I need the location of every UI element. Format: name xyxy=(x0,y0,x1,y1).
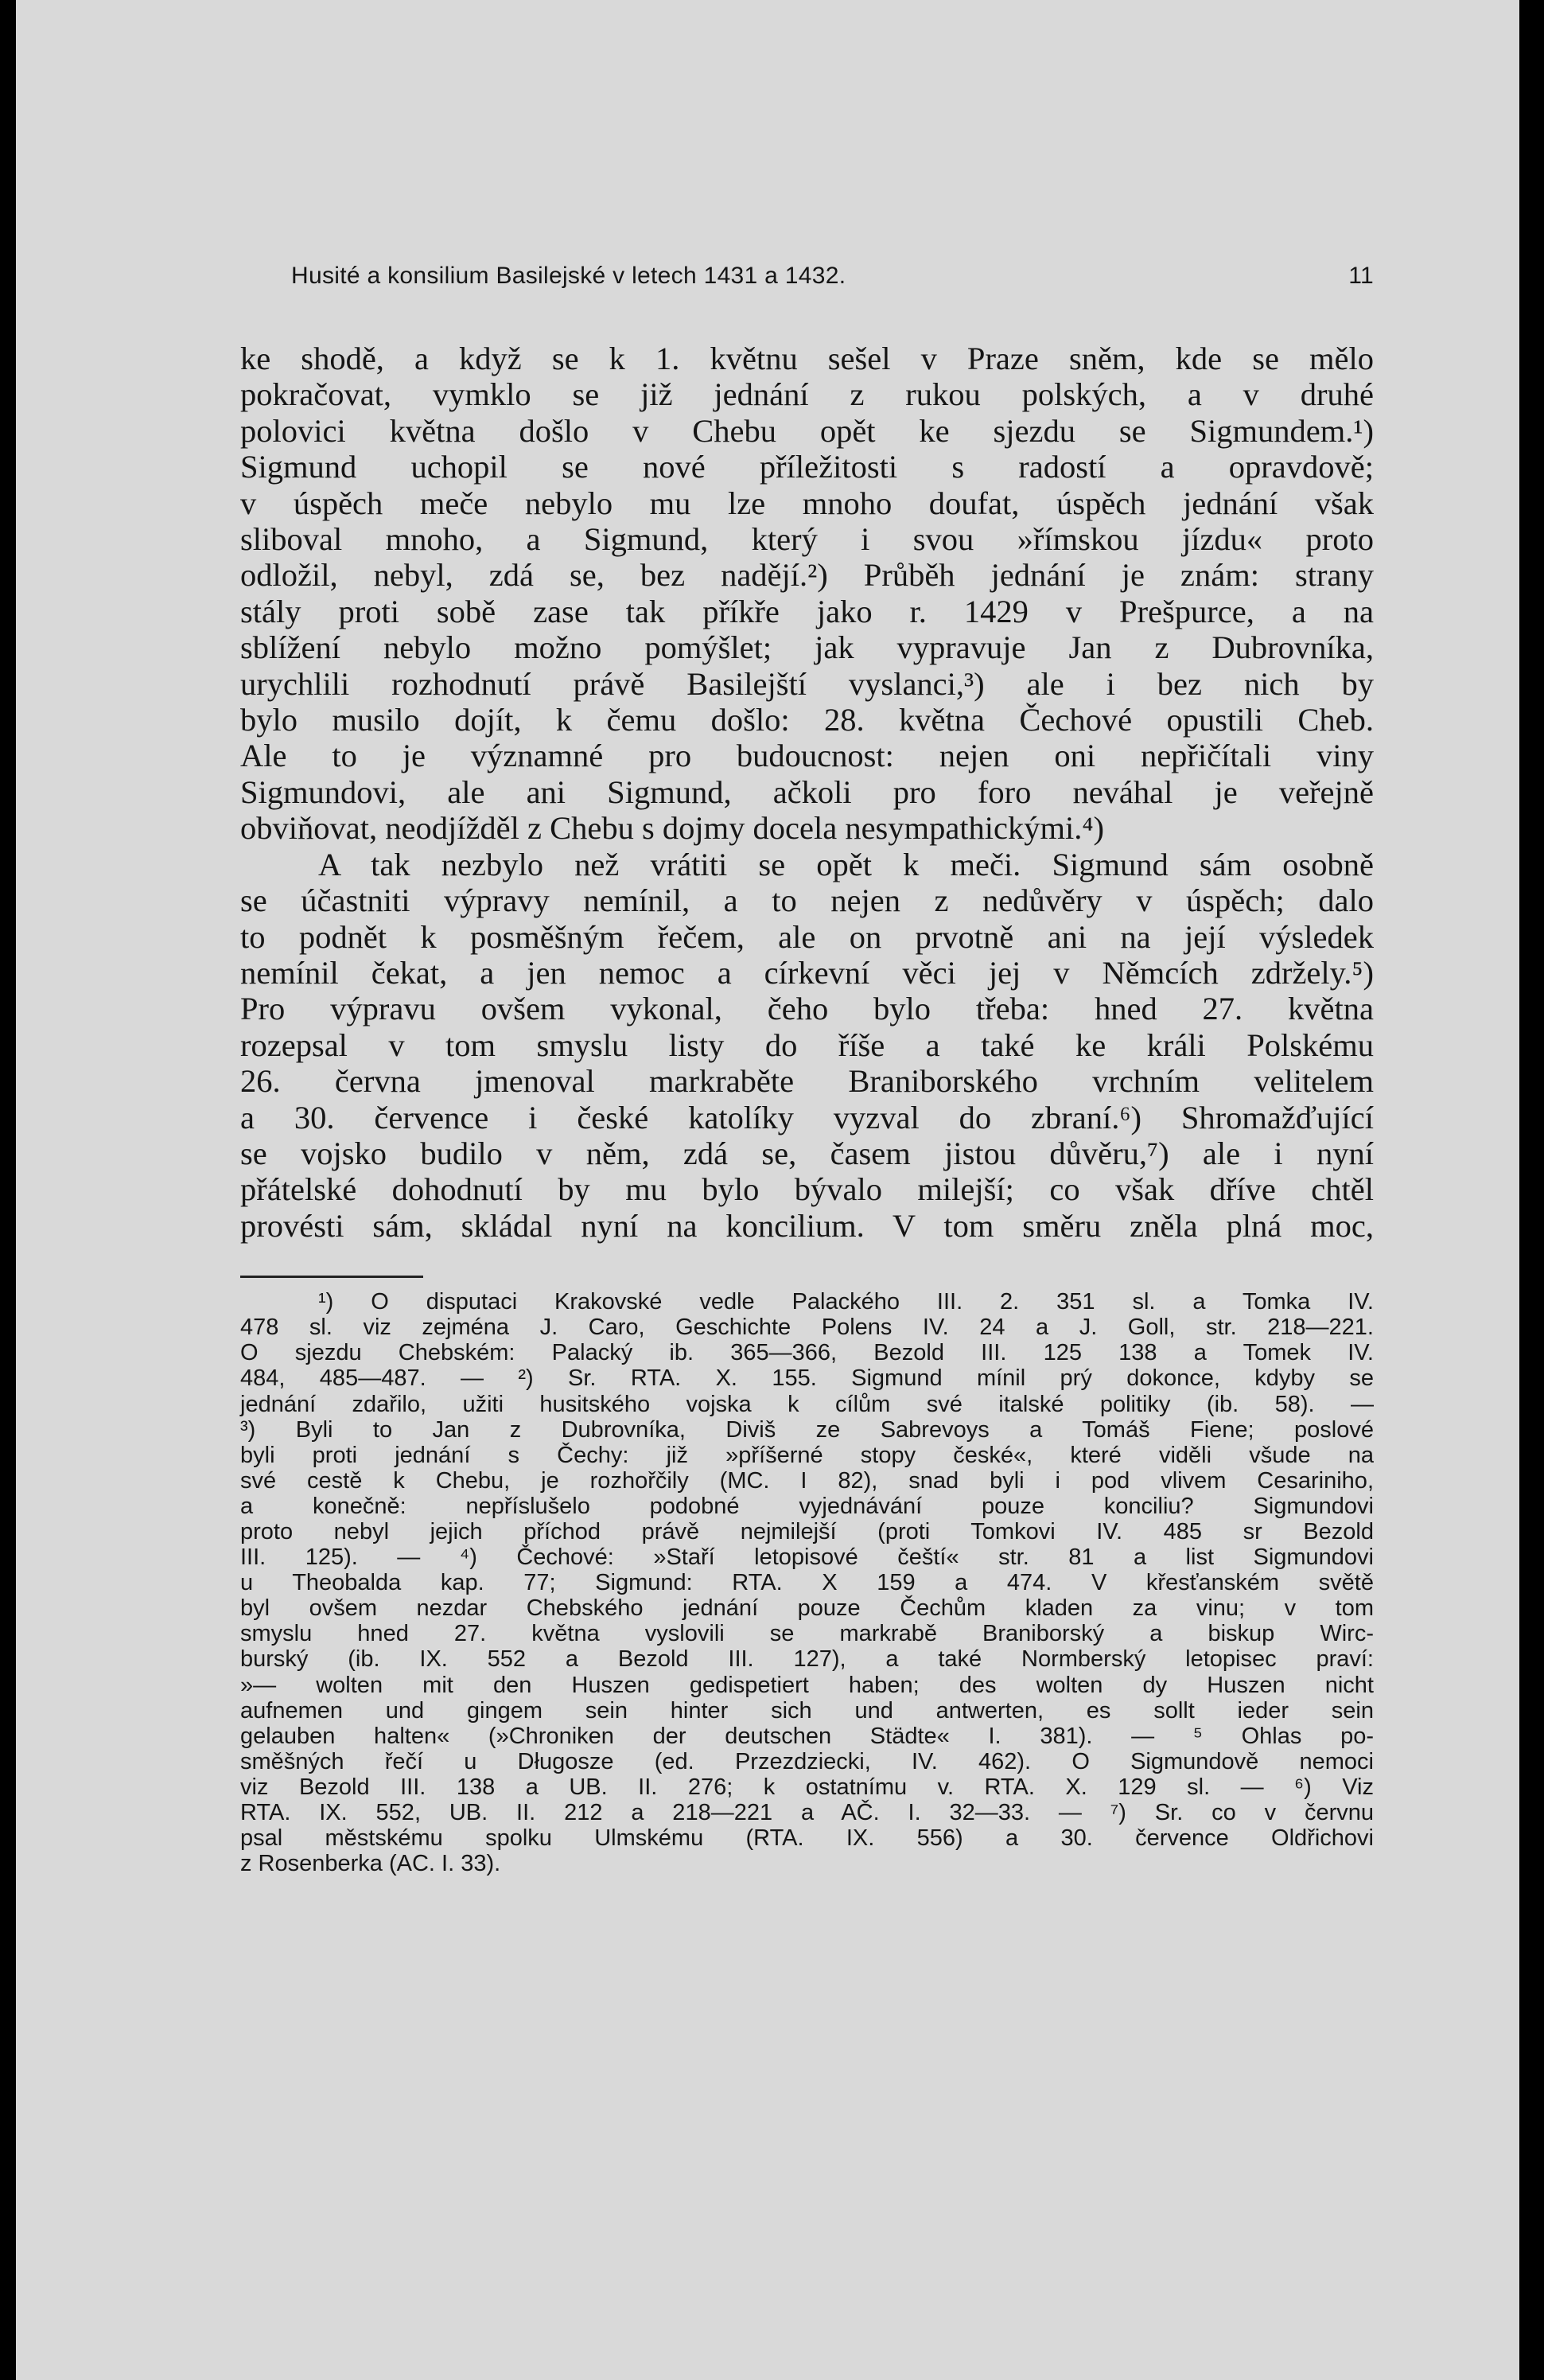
body-line: urychlili rozhodnutí právě Basilejští vyslanci,³) ale i bez nich by xyxy=(240,665,1374,702)
body-line: se vojsko budilo v něm, zdá se, časem jistou důvěru,⁷) ale i nyní xyxy=(240,1135,1374,1171)
footnote-line: smyslu hned 27. května vyslovili se markrabě Braniborský a biskup Wirc- xyxy=(240,1621,1374,1647)
footnotes xyxy=(240,1289,1374,1876)
body-line: polovici května došlo v Chebu opět ke sjezdu se Sigmundem.¹) xyxy=(240,412,1374,449)
body-line-paragraph-start: A tak nezbylo než vrátiti se opět k meči. Sigmund sám osobně xyxy=(318,846,1374,882)
body-line: obviňovat, neodjížděl z Chebu s dojmy docela nesympathickými.⁴) xyxy=(240,810,1105,847)
body-line: se účastniti výpravy nemínil, a to nejen z nedůvěry v úspěch; dalo xyxy=(240,882,1374,919)
body-line: pokračovat, vymklo se již jednání z rukou polských, a v druhé xyxy=(240,376,1374,413)
body-line: stály proti sobě zase tak příkře jako r. 1429 v Prešpurce, a na xyxy=(240,593,1374,629)
body-line: v úspěch meče nebylo mu lze mnoho doufat, úspěch jednání však xyxy=(240,485,1374,521)
body-line: to podnět k posměšným řečem, ale on prvotně ani na její výsledek xyxy=(240,918,1374,955)
footnote-line: své cestě k Chebu, je rozhořčily (MC. I 82), snad byli i pod vlivem Cesariniho, xyxy=(240,1467,1374,1494)
footnote-line: a konečně: nepříslušelo podobné vyjednávání pouze konciliu? Sigmundovi xyxy=(240,1493,1374,1519)
body-line: Ale to je významné pro budoucnost: nejen oni nepřičítali viny xyxy=(240,738,1374,774)
footnote-line: 478 sl. viz zejména J. Caro, Geschichte Polens IV. 24 a J. Goll, str. 218—221. xyxy=(240,1315,1374,1341)
footnote-line: III. 125). — ⁴) Čechové: »Staří letopisové čeští« str. 81 a list Sigmundovi xyxy=(240,1544,1374,1571)
footnote-line: u Theobalda kap. 77; Sigmund: RTA. X 159 a 474. V křesťanském světě xyxy=(240,1570,1374,1596)
body-line: Pro výpravu ovšem vykonal, čeho bylo třeba: hned 27. května xyxy=(240,991,1374,1027)
body-line: ke shodě, a když se k 1. květnu sešel v Praze sněm, kde se mělo xyxy=(240,341,1374,376)
footnote-line: »— wolten mit den Huszen gedispetiert haben; des wolten dy Huszen nicht xyxy=(240,1672,1374,1698)
footnote-line: viz Bezold III. 138 a UB. II. 276; k ostatnímu v. RTA. X. 129 sl. — ⁶) Viz xyxy=(240,1774,1374,1800)
footnote-line: jednání zdařilo, užiti husitského vojska k cílům své italské politiky (ib. 58). — xyxy=(240,1391,1374,1417)
scanned-page xyxy=(16,0,1519,2380)
footnote-line: aufnemen und gingem sein hinter sich und antwerten, es sollt ieder sein xyxy=(240,1697,1374,1724)
page-number: 11 xyxy=(1348,263,1374,289)
body-text xyxy=(240,341,1374,1244)
running-header-title: Husité a konsilium Basilejské v letech 1431 a 1432. xyxy=(291,263,846,289)
body-line: Sigmund uchopil se nové příležitosti s radostí a opravdově; xyxy=(240,449,1374,485)
footnote-line: 484, 485—487. — ²) Sr. RTA. X. 155. Sigmund mínil prý dokonce, kdyby se xyxy=(240,1365,1374,1392)
footnote-line: O sjezdu Chebském: Palacký ib. 365—366, Bezold III. 125 138 a Tomek IV. xyxy=(240,1340,1374,1366)
body-line: provésti sám, skládal nyní na koncilium. V tom směru zněla plná moc, xyxy=(240,1207,1374,1244)
body-line: a 30. července i české katolíky vyzval do zbraní.⁶) Shromažďující xyxy=(240,1099,1374,1135)
footnote-line: ¹) O disputaci Krakovské vedle Palackého III. 2. 351 sl. a Tomka IV. xyxy=(318,1289,1374,1315)
body-line: přátelské dohodnutí by mu bylo bývalo milejší; co však dříve chtěl xyxy=(240,1171,1374,1208)
footnote-line: byli proti jednání s Čechy: již »příšerné stopy české«, které viděli všude na xyxy=(240,1442,1374,1468)
footnote-line: ³) Byli to Jan z Dubrovníka, Diviš ze Sabrevoys a Tomáš Fiene; poslové xyxy=(240,1416,1374,1443)
footnote-line: psal městskému spolku Ulmskému (RTA. IX. 556) a 30. července Oldřichovi xyxy=(240,1825,1374,1852)
footnote-line: z Rosenberka (AC. I. 33). xyxy=(240,1851,501,1877)
footnote-separator xyxy=(240,1276,423,1278)
footnote-line: gelauben halten« (»Chroniken der deutschen Städte« I. 381). — ⁵ Ohlas po- xyxy=(240,1723,1374,1749)
footnote-line: proto nebyl jejich příchod právě nejmilejší (proti Tomkovi IV. 485 sr Bezold xyxy=(240,1519,1374,1544)
footnote-line: RTA. IX. 552, UB. II. 212 a 218—221 a AČ. I. 32—33. — ⁷) Sr. co v červnu xyxy=(240,1800,1374,1826)
footnote-line: směšných řečí u Długosze (ed. Przezdziecki, IV. 462). O Sigmundově nemoci xyxy=(240,1748,1374,1774)
footnote-line: burský (ib. IX. 552 a Bezold III. 127), a také Normberský letopisec praví: xyxy=(240,1646,1374,1673)
body-line: rozepsal v tom smyslu listy do říše a také ke králi Polskému xyxy=(240,1026,1374,1063)
book-page xyxy=(240,251,1374,1876)
body-line: odložil, nebyl, zdá se, bez nadějí.²) Průběh jednání je znám: strany xyxy=(240,557,1374,594)
body-line: sliboval mnoho, a Sigmund, který i svou »římskou jízdu« proto xyxy=(240,521,1374,558)
body-line: sblížení nebylo možno pomýšlet; jak vypravuje Jan z Dubrovníka, xyxy=(240,629,1374,666)
running-header xyxy=(240,251,1374,299)
body-line: Sigmundovi, ale ani Sigmund, ačkoli pro foro neváhal je veřejně xyxy=(240,773,1374,810)
body-line: 26. června jmenoval markraběte Braniborského vrchním velitelem xyxy=(240,1063,1374,1100)
footnote-line: byl ovšem nezdar Chebského jednání pouze Čechům kladen za vinu; v tom xyxy=(240,1595,1374,1622)
body-line: nemínil čekat, a jen nemoc a církevní věci jej v Němcích zdržely.⁵) xyxy=(240,954,1374,991)
body-line: bylo musilo dojít, k čemu došlo: 28. května Čechové opustili Cheb. xyxy=(240,702,1374,738)
